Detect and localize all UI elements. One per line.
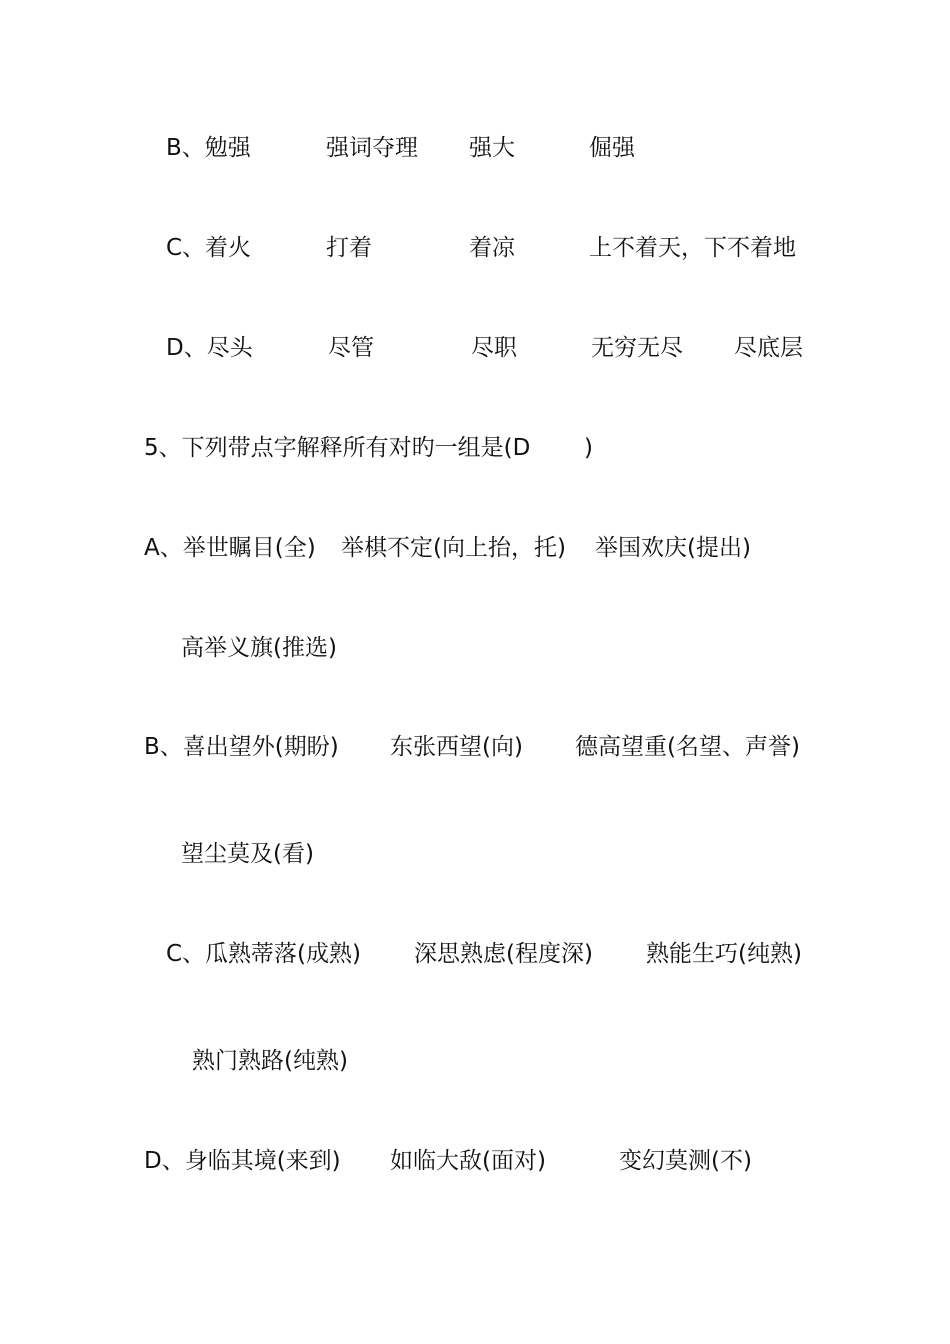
answer-a-item: 高举义旗(推选) — [181, 635, 337, 661]
option-b-label: B、勉强 — [166, 135, 251, 161]
word: 强大 — [469, 135, 515, 161]
question-5-close-paren: ) — [584, 435, 593, 461]
word: 无穷无尽 — [591, 335, 683, 361]
word: 强词夺理 — [326, 135, 418, 161]
answer-c-item: 深思熟虑(程度深) — [414, 941, 593, 967]
answer-b-item: 望尘莫及(看) — [181, 841, 314, 867]
answer-b-item: 东张西望(向) — [390, 734, 523, 760]
word: 尽职 — [471, 335, 517, 361]
word: 打着 — [326, 235, 372, 261]
question-5-text: 5、下列带点字解释所有对旳一组是(D — [144, 435, 531, 461]
answer-c-item: 熟能生巧(纯熟) — [646, 941, 802, 967]
answer-a-item: 举棋不定(向上抬，托) — [341, 535, 566, 561]
word: 倔强 — [589, 135, 635, 161]
answer-c-item: C、瓜熟蒂落(成熟) — [166, 941, 362, 967]
word: 尽底层 — [734, 335, 803, 361]
answer-d-item: 变幻莫测(不) — [619, 1148, 752, 1174]
answer-d-item: D、身临其境(来到) — [144, 1148, 341, 1174]
word: 上不着天，下不着地 — [589, 235, 796, 261]
answer-a-item: A、举世瞩目(全) — [144, 535, 316, 561]
word: 着凉 — [469, 235, 515, 261]
answer-d-item: 如临大敌(面对) — [390, 1148, 546, 1174]
word: 尽管 — [328, 335, 374, 361]
answer-c-item: 熟门熟路(纯熟) — [192, 1048, 348, 1074]
option-d-label: D、尽头 — [166, 335, 253, 361]
answer-b-item: 德高望重(名望、声誉) — [575, 734, 800, 760]
answer-b-item: B、喜出望外(期盼) — [144, 734, 339, 760]
option-c-label: C、着火 — [166, 235, 252, 261]
answer-a-item: 举国欢庆(提出) — [595, 535, 751, 561]
